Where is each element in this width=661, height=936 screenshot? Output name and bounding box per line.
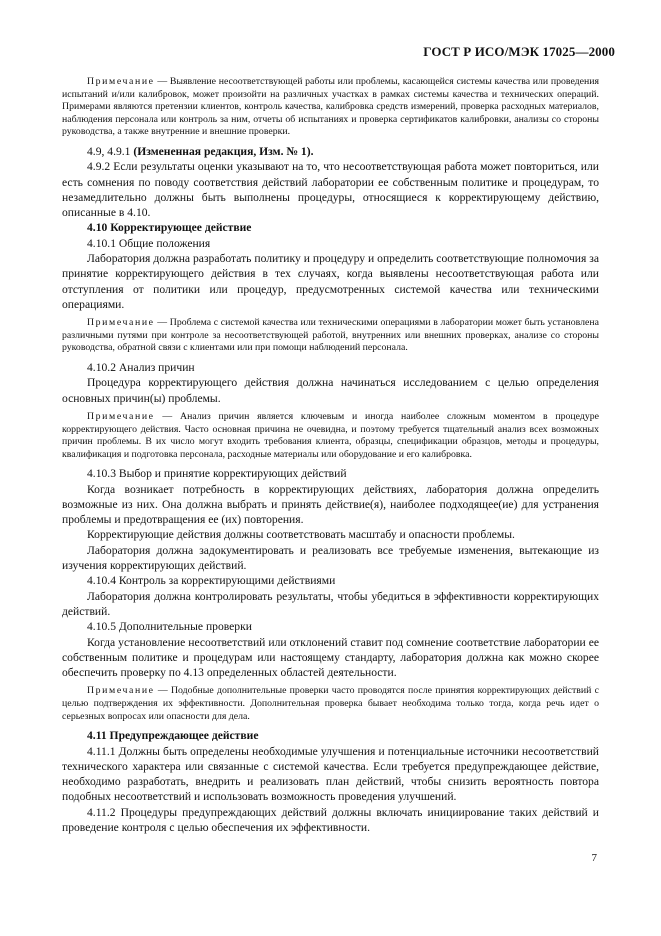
clause-4-9-1: 4.9, 4.9.1 (Измененная редакция, Изм. № 1). xyxy=(87,144,314,158)
note-label: Примечание xyxy=(87,317,155,329)
note-text: Проблема с системой качества или техническими операциями в лаборатории может быть установлена различными путями при контроле за несоответствующей работой, внутренних или внешних проверках, анализе со стороны руководства, обратной связи с клиентами или при помощи наблюдений персонала. xyxy=(62,317,599,354)
note-text: Подобные дополнительные проверки часто проводятся после принятия корректирующих действий с целью подтверждения их эффективности. Дополнительная проверка бывает необходима только тогда, когда речь идет о серьезных вопросах или опасности для дела. xyxy=(62,685,599,722)
section-heading-4-11: 4.11 Предупреждающее действие xyxy=(87,729,259,743)
subsection-heading-4-10-2: 4.10.2 Анализ причин xyxy=(87,361,195,375)
note-text: Выявление несоответствующей работы или проблемы, касающейся системы качества или проведения испытаний и/или калибровок, может произойти на различных участках в рамках системы качества и технических операций. Примерами являются претензии клиентов, контроль качества, калибровка средств измерений, проверка расходных материалов, наблюдения персонала или контроль за ним, отчеты об испытаниях и проверка сертификатов калибровки, анализы со стороны руководства, а также внутренние и внешние проверки. xyxy=(62,76,599,138)
clause-4-10-3-text-c: Лаборатория должна задокументировать и реализовать все требуемые изменения, вытекающие из изучения корректирующих действий. xyxy=(62,543,599,573)
clause-4-11-1: 4.11.1 Должны быть определены необходимые улучшения и потенциальные источники несоответствий технического характера или связанные с системой качества. Если требуется предупреждающее действие, необходимо разработать, внедрить и реализовать план действий, чтобы снизить вероятность повтора подобных несоответствий и использовать возможность проведения улучшений. xyxy=(62,744,599,804)
page-content xyxy=(62,76,599,835)
clause-4-11-2: 4.11.2 Процедуры предупреждающих действий должны включать инициирование таких действий и проведение контроля с целью обеспечения их эффективности. xyxy=(62,805,599,834)
document-header: ГОСТ Р ИСО/МЭК 17025—2000 xyxy=(423,44,615,59)
clause-4-10-3-text-b: Корректирующие действия должны соответствовать масштабу и опасности проблемы. xyxy=(87,528,515,542)
subsection-heading-4-10-1: 4.10.1 Общие положения xyxy=(87,236,211,250)
page-number: 7 xyxy=(591,852,597,864)
note-paragraph: Примечание — Подобные дополнительные проверки часто проводятся после принятия корректирующих действий с целью подтверждения их эффективности. Дополнительная проверка бывает необходима только тогда, когда речь идет о серьезных вопросах или опасности для дела. xyxy=(62,685,599,722)
note-label: Примечание xyxy=(87,685,155,697)
subsection-heading-4-10-3: 4.10.3 Выбор и принятие корректирующих действий xyxy=(87,467,347,481)
clause-4-10-3-text-a: Когда возникает потребность в корректирующих действиях, лаборатория должна определить возможные из них. Она должна выбрать и принять действие(я), наиболее подходящее(ие) для устранения проблемы и предотвращения ее (их) повторения. xyxy=(62,482,599,527)
clause-4-10-4-text: Лаборатория должна контролировать результаты, чтобы убедиться в эффективности корректирующих действий. xyxy=(62,589,599,618)
clause-4-10-5-text: Когда установление несоответствий или отклонений ставит под сомнение соответствие лаборатории ее собственным политике и процедурам или настоящему стандарту, лаборатория должна как можно скорее обеспечить проверку по 4.13 определенных областей деятельности. xyxy=(62,635,599,680)
note-label: Примечание xyxy=(87,76,155,87)
note-paragraph: Примечание — Анализ причин является ключевым и иногда наиболее сложным моментом в процедуре корректирующего действия. Часто основная причина не очевидна, и поэтому требуется тщательный анализ всех возможных причин проблемы. В их число могут входить требования клиента, образцы, спецификации образцов, методы и процедуры, квалификация и подготовка персонала, расходные материалы или оборудование и его калибровка. xyxy=(62,410,599,460)
subsection-heading-4-10-4: 4.10.4 Контроль за корректирующими действиями xyxy=(87,574,336,588)
amendment-note: (Измененная редакция, Изм. № 1). xyxy=(133,144,314,158)
note-label: Примечание xyxy=(87,410,155,422)
clause-4-10-1-text: Лаборатория должна разработать политику и процедуру и определить соответствующие полномочия за принятие корректирующего действия в тех случаях, когда выявлены несоответствующая работа или отступления от политики или процедур, предусмотренных системой качества или техническими операциями. xyxy=(62,252,599,311)
note-text: Анализ причин является ключевым и иногда наиболее сложным моментом в процедуре корректирующего действия. Часто основная причина не очевидна, и поэтому требуется тщательный анализ всех возможных причин проблемы. В их число могут входить требования клиента, образцы, спецификации образцов, методы и процедуры, квалификация и подготовка персонала, расходные материалы или оборудование и его калибровка. xyxy=(62,410,599,460)
note-paragraph: Примечание — Проблема с системой качества или техническими операциями в лаборатории может быть установлена различными путями при контроле за несоответствующей работой, внутренних или внешних проверках, анализе со стороны руководства, обратной связи с клиентами или при помощи наблюдений персонала. xyxy=(62,317,599,354)
subsection-heading-4-10-5: 4.10.5 Дополнительные проверки xyxy=(87,620,252,634)
clause-4-10-2-text: Процедура корректирующего действия должна начинаться исследованием с целью определения основных причин(ы) проблемы. xyxy=(62,376,599,405)
clause-4-9-2: 4.9.2 Если результаты оценки указывают на то, что несоответствующая работа может повториться, или есть сомнения по поводу соответствия действий лаборатории ее собственным политике и процедурам, то незамедлительно должны быть выполнены процедуры, относящиеся к корректирующему действию, описанные в 4.10. xyxy=(62,160,599,220)
note-paragraph: Примечание — Выявление несоответствующей работы или проблемы, касающейся системы качества или проведения испытаний и/или калибровок, может произойти на различных участках в рамках системы качества и технических операций. Примерами являются претензии клиентов, контроль качества, калибровка средств измерений, проверка расходных материалов, наблюдения персонала или контроль за ним, отчеты об испытаниях и проверка сертификатов калибровки, анализы со стороны руководства, а также внутренние и внешние проверки. xyxy=(62,76,599,138)
section-heading-4-10: 4.10 Корректирующее действие xyxy=(87,221,252,235)
